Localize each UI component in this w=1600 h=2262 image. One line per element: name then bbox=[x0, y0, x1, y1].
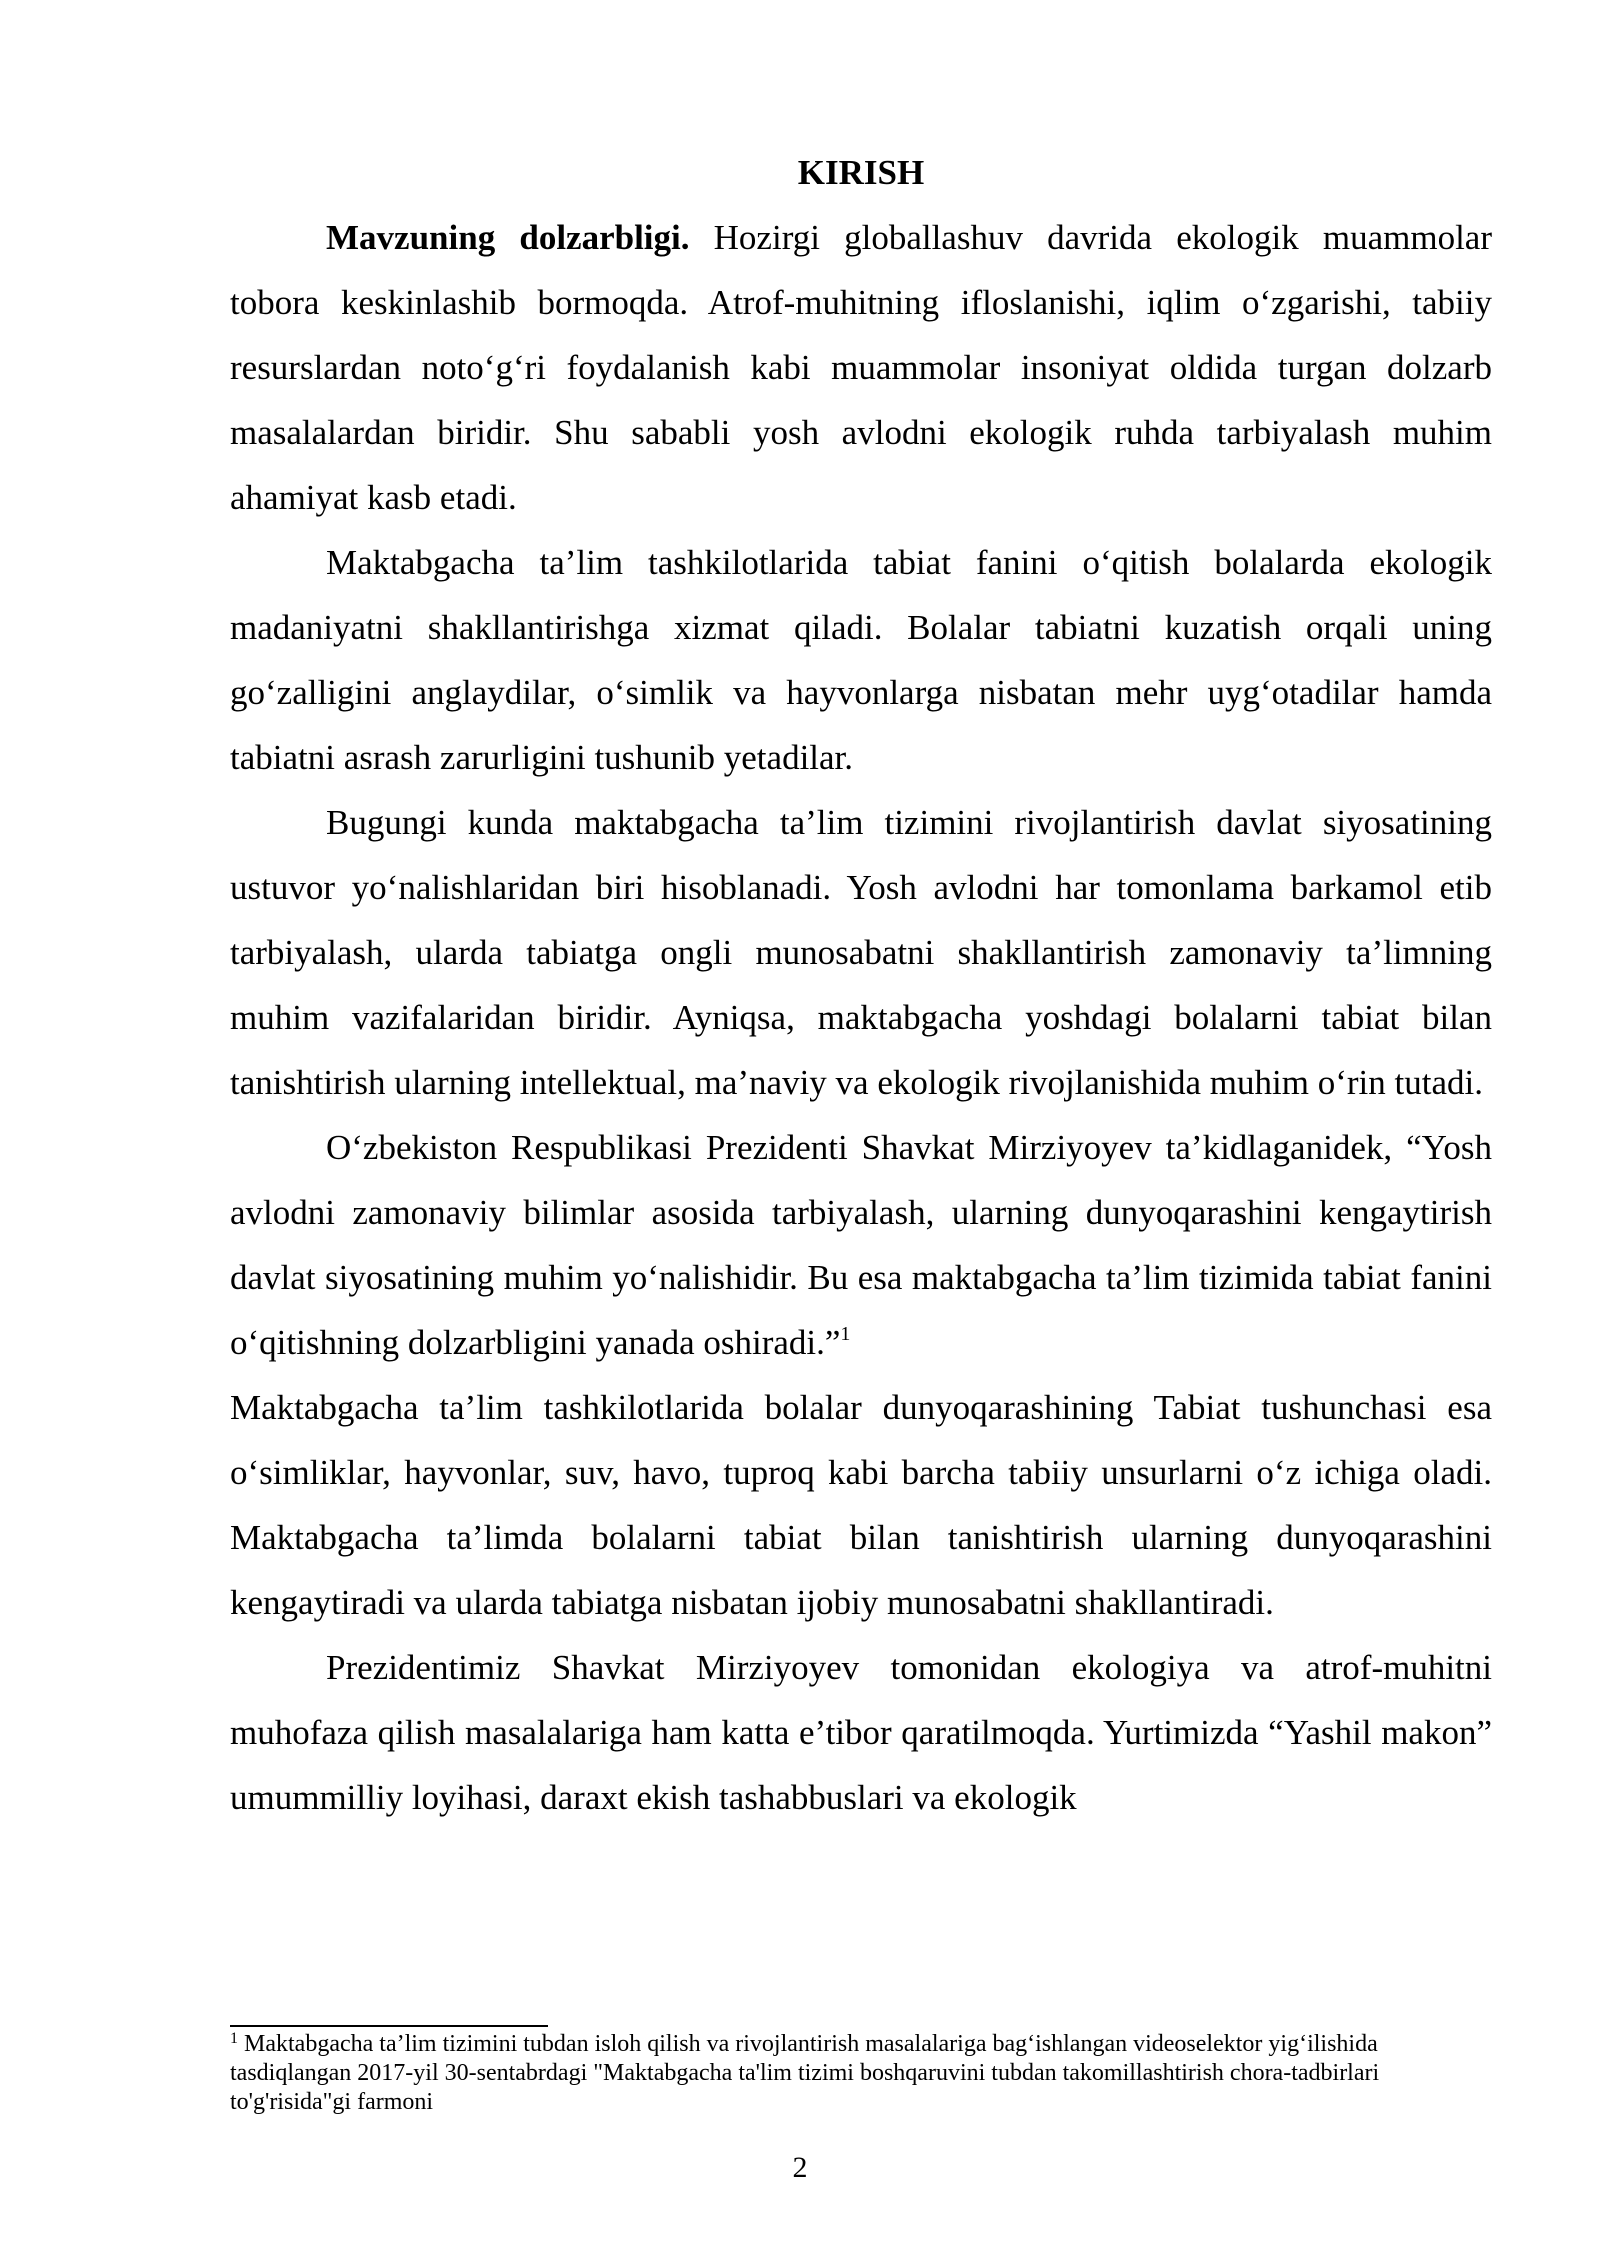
quote-text: Oʻzbekiston Respublikasi Prezidenti Shavkat Mirziyoyev ta’kidlaganidek, “Yosh avlodni zamonaviy bilimlar asosida tarbiyalash, ularning dunyoqarashini kengaytirish davlat siyosatining muhim yoʻnalishidir. Bu esa maktabgacha ta’lim tizimida tabiat fanini oʻqitishning dolzarbligini yanada oshiradi.” bbox=[230, 1128, 1492, 1362]
paragraph-preschool-nature: Maktabgacha ta’lim tashkilotlarida tabiat fanini oʻqitish bolalarda ekologik madaniyatni shakllantirishga xizmat qiladi. Bolalar tabiatni kuzatish orqali uning goʻzalligini anglaydilar, oʻsimlik va hayvonlarga nisbatan mehr uygʻotadilar hamda tabiatni asrash zarurligini tushunib yetadilar. bbox=[230, 543, 1492, 777]
body-text bbox=[230, 140, 1492, 1830]
footnote-text: Maktabgacha ta’lim tizimini tubdan isloh qilish va rivojlantirish masalalariga bagʻishlangan videoselektor yigʻilishida tasdiqlangan 2017-yil 30-sentabrdagi "Maktabgacha ta'lim tizimi boshqaruvini tubdan takomillashtirish chora-tadbirlari to'g'risida"gi farmoni bbox=[230, 2031, 1380, 2115]
paragraph-state-policy: Bugungi kunda maktabgacha ta’lim tizimini rivojlantirish davlat siyosatining ustuvor yoʻnalishlaridan biri hisoblanadi. Yosh avlodni har tomonlama barkamol etib tarbiyalash, ularda tabiatga ongli munosabatni shakllantirish zamonaviy ta’limning muhim vazifalaridan biridir. Ayniqsa, maktabgacha yoshdagi bolalarni tabiat bilan tanishtirish ularning intellektual, ma’naviy va ekologik rivojlanishida muhim oʻrin tutadi. bbox=[230, 803, 1492, 1102]
section-heading: KIRISH bbox=[797, 153, 925, 192]
footnote bbox=[230, 2030, 1492, 2117]
footnote-reference[interactable]: 1 bbox=[840, 1323, 851, 1345]
paragraph-worldview: Maktabgacha ta’lim tashkilotlarida bolalar dunyoqarashining Tabiat tushunchasi esa oʻsimliklar, hayvonlar, suv, havo, tuproq kabi barcha tabiiy unsurlarni oʻz ichiga oladi. Maktabgacha ta’limda bolalarni tabiat bilan tanishtirish ularning dunyoqarashini kengaytiradi va ularda tabiatga nisbatan ijobiy munosabatni shakllantiradi. bbox=[230, 1388, 1492, 1622]
page-number: 2 bbox=[792, 2151, 808, 2184]
paragraph-ecology: Prezidentimiz Shavkat Mirziyoyev tomonidan ekologiya va atrof-muhitni muhofaza qilish masalalariga ham katta e’tibor qaratilmoqda. Yurtimizda “Yashil makon” umummilliy loyihasi, daraxt ekish tashabbuslari va ekologik bbox=[230, 1648, 1492, 1817]
footnote-marker: 1 bbox=[230, 2030, 238, 2047]
paragraph-president-quote bbox=[230, 1115, 1492, 1375]
footnote-separator bbox=[230, 2025, 548, 2027]
paragraph-relevance bbox=[230, 205, 1492, 530]
paragraph-lead: Mavzuning dolzarbligi. bbox=[326, 218, 690, 257]
paragraph-text: Hozirgi globallashuv davrida ekologik muammolar tobora keskinlashib bormoqda. Atrof-muhitning ifloslanishi, iqlim oʻzgarishi, tabiiy resurslardan notoʻgʻri foydalanish kabi muammolar insoniyat oldida turgan dolzarb masalalardan biridir. Shu sababli yosh avlodni ekologik ruhda tarbiyalash muhim ahamiyat kasb etadi. bbox=[230, 218, 1492, 517]
